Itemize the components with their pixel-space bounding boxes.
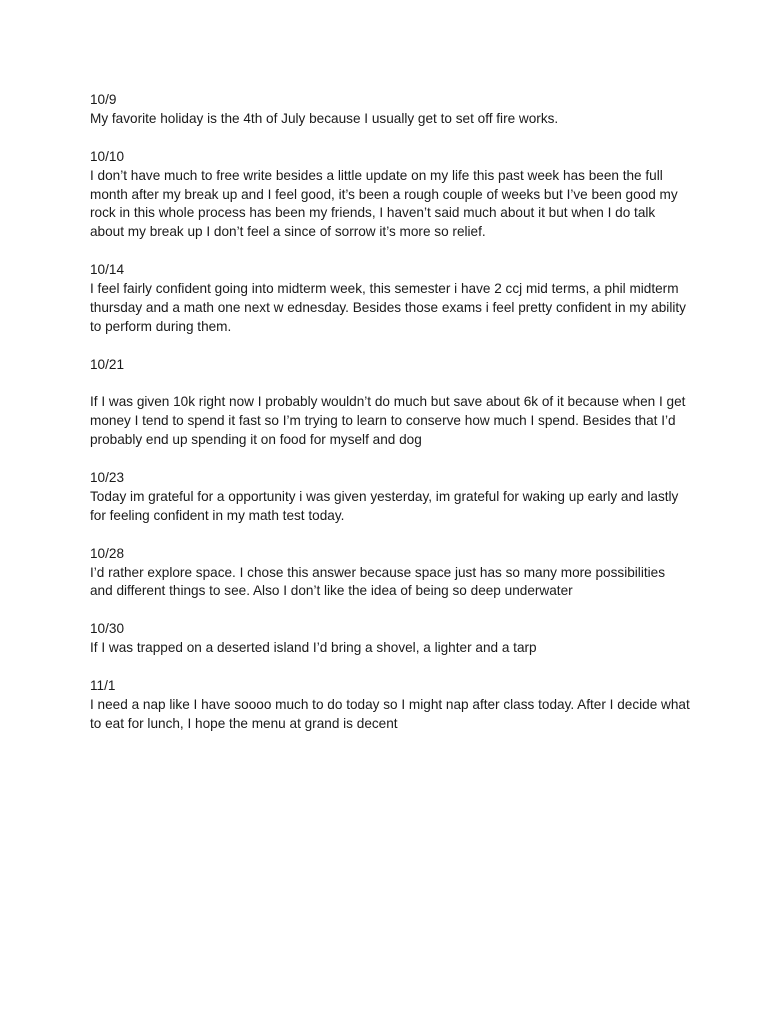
- entry-date: 10/28: [90, 545, 125, 561]
- entry-text: I need a nap like I have soooo much to do today so I might nap after class today. After I decide what to eat for lunch, I hope the menu at grand is decent: [90, 696, 690, 731]
- entry-date: 10/14: [90, 262, 125, 278]
- journal-entry: [90, 469, 690, 526]
- journal-entry: [90, 620, 690, 658]
- journal-entry: [90, 91, 690, 129]
- entry-date: 11/1: [90, 677, 116, 693]
- journal-entry: [90, 677, 690, 734]
- entry-date: 10/23: [90, 470, 125, 486]
- entry-text: I don’t have much to free write besides a little update on my life this past week has been the full month after my break up and I feel good, it’s been a rough couple of weeks but I’ve been good my rock in this whole process has been my friends, I haven’t said much about it but when I do talk about my break up I don’t feel a since of sorrow it’s more so relief.: [90, 167, 678, 240]
- journal-entry: [90, 545, 690, 602]
- journal-entry: [90, 261, 690, 337]
- entry-text: I feel fairly confident going into midterm week, this semester i have 2 ccj mid terms, a phil midterm thursday and a math one next w ednesday. Besides those exams i feel pretty confident in my ability to perform during them.: [90, 281, 686, 334]
- journal-document: [90, 91, 690, 753]
- entry-text: If I was given 10k right now I probably wouldn’t do much but save about 6k of it because when I get money I tend to spend it fast so I’m trying to learn to conserve how much I spend. Besides that I’d probably end up spending it on food for myself and dog: [90, 394, 686, 448]
- entry-text: Today im grateful for a opportunity i was given yesterday, im grateful for waking up early and lastly for feeling confident in my math test today.: [90, 488, 679, 523]
- journal-entry: [90, 148, 690, 243]
- entry-date: 10/9: [90, 92, 117, 107]
- entry-text: If I was trapped on a deserted island I’d bring a shovel, a lighter and a tarp: [90, 640, 537, 656]
- entry-date: 10/21: [90, 356, 125, 372]
- entry-text: My favorite holiday is the 4th of July because I usually get to set off fire works.: [90, 110, 559, 126]
- entry-date: 10/30: [90, 621, 125, 637]
- entry-text: I’d rather explore space. I chose this answer because space just has so many more possibilities and different things to see. Also I don’t like the idea of being so deep underwater: [90, 564, 665, 599]
- entry-date: 10/10: [90, 148, 125, 164]
- journal-entry: [90, 356, 690, 451]
